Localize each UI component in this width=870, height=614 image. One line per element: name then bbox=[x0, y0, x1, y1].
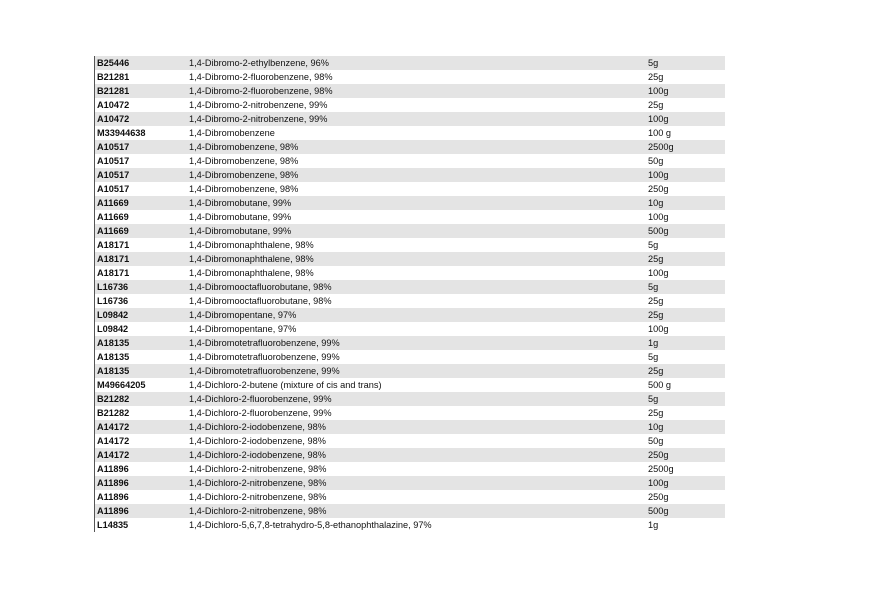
table-row bbox=[95, 182, 725, 196]
catalog-number: L09842 bbox=[97, 310, 129, 320]
product-name: 1,4-Dibromo-2-nitrobenzene, 99% bbox=[189, 114, 328, 124]
table-row bbox=[95, 462, 725, 476]
product-name: 1,4-Dibromo-2-fluorobenzene, 98% bbox=[189, 72, 333, 82]
table-row bbox=[95, 392, 725, 406]
pack-size: 100g bbox=[648, 86, 669, 96]
pack-size: 25g bbox=[648, 366, 664, 376]
pack-size: 500g bbox=[648, 506, 669, 516]
table-row bbox=[95, 140, 725, 154]
catalog-number: A14172 bbox=[97, 422, 130, 432]
product-name: 1,4-Dichloro-2-fluorobenzene, 99% bbox=[189, 408, 332, 418]
table-row bbox=[95, 266, 725, 280]
catalog-number: A10517 bbox=[97, 142, 130, 152]
table-row bbox=[95, 112, 725, 126]
catalog-number: A11896 bbox=[97, 464, 129, 474]
pack-size: 10g bbox=[648, 422, 664, 432]
table-row bbox=[95, 420, 725, 434]
product-name: 1,4-Dibromopentane, 97% bbox=[189, 324, 297, 334]
product-name: 1,4-Dibromobutane, 99% bbox=[189, 198, 292, 208]
catalog-number: B21282 bbox=[97, 408, 130, 418]
table-row bbox=[95, 406, 725, 420]
catalog-number: M49664205 bbox=[97, 380, 146, 390]
product-name: 1,4-Dibromooctafluorobutane, 98% bbox=[189, 282, 332, 292]
table-row bbox=[95, 448, 725, 462]
product-table bbox=[94, 56, 725, 532]
catalog-number: L16736 bbox=[97, 282, 129, 292]
product-name: 1,4-Dichloro-2-nitrobenzene, 98% bbox=[189, 478, 327, 488]
table-row bbox=[95, 98, 725, 112]
pack-size: 25g bbox=[648, 100, 664, 110]
catalog-number: A10517 bbox=[97, 184, 130, 194]
table-row bbox=[95, 364, 725, 378]
catalog-number: A14172 bbox=[97, 436, 130, 446]
product-name: 1,4-Dibromonaphthalene, 98% bbox=[189, 268, 314, 278]
product-name: 1,4-Dichloro-2-butene (mixture of cis and trans) bbox=[189, 380, 382, 390]
table-row bbox=[95, 476, 725, 490]
pack-size: 25g bbox=[648, 296, 664, 306]
pack-size: 25g bbox=[648, 310, 664, 320]
table-row bbox=[95, 168, 725, 182]
pack-size: 100g bbox=[648, 114, 669, 124]
catalog-number: A10472 bbox=[97, 100, 130, 110]
catalog-number: B25446 bbox=[97, 58, 130, 68]
product-name: 1,4-Dibromo-2-fluorobenzene, 98% bbox=[189, 86, 333, 96]
table-row bbox=[95, 378, 725, 392]
product-name: 1,4-Dibromotetrafluorobenzene, 99% bbox=[189, 366, 340, 376]
pack-size: 25g bbox=[648, 254, 664, 264]
table-row bbox=[95, 84, 725, 98]
table-row bbox=[95, 224, 725, 238]
pack-size: 5g bbox=[648, 58, 659, 68]
pack-size: 50g bbox=[648, 156, 664, 166]
catalog-number: B21281 bbox=[97, 72, 130, 82]
table-row bbox=[95, 210, 725, 224]
catalog-number: A18135 bbox=[97, 352, 130, 362]
table-row bbox=[95, 70, 725, 84]
product-name: 1,4-Dichloro-2-fluorobenzene, 99% bbox=[189, 394, 332, 404]
catalog-number: A11896 bbox=[97, 506, 129, 516]
pack-size: 100g bbox=[648, 170, 669, 180]
product-name: 1,4-Dibromobenzene, 98% bbox=[189, 184, 299, 194]
product-name: 1,4-Dichloro-2-nitrobenzene, 98% bbox=[189, 464, 327, 474]
pack-size: 50g bbox=[648, 436, 664, 446]
pack-size: 5g bbox=[648, 240, 659, 250]
pack-size: 500 g bbox=[648, 380, 671, 390]
table-row bbox=[95, 238, 725, 252]
catalog-number: B21282 bbox=[97, 394, 130, 404]
product-name: 1,4-Dibromotetrafluorobenzene, 99% bbox=[189, 352, 340, 362]
product-name: 1,4-Dibromotetrafluorobenzene, 99% bbox=[189, 338, 340, 348]
pack-size: 10g bbox=[648, 198, 664, 208]
catalog-number: A10517 bbox=[97, 170, 130, 180]
catalog-number: A11669 bbox=[97, 226, 129, 236]
catalog-number: A18135 bbox=[97, 338, 130, 348]
pack-size: 100 g bbox=[648, 128, 671, 138]
table-row bbox=[95, 280, 725, 294]
pack-size: 250g bbox=[648, 450, 669, 460]
product-name: 1,4-Dichloro-2-iodobenzene, 98% bbox=[189, 436, 326, 446]
table-row bbox=[95, 322, 725, 336]
pack-size: 2500g bbox=[648, 464, 674, 474]
table-row bbox=[95, 154, 725, 168]
pack-size: 250g bbox=[648, 492, 669, 502]
pack-size: 1g bbox=[648, 520, 659, 530]
pack-size: 500g bbox=[648, 226, 669, 236]
table-row bbox=[95, 336, 725, 350]
pack-size: 250g bbox=[648, 184, 669, 194]
catalog-number: A18171 bbox=[97, 254, 130, 264]
pack-size: 1g bbox=[648, 338, 659, 348]
product-name: 1,4-Dibromobenzene, 98% bbox=[189, 156, 299, 166]
product-name: 1,4-Dibromonaphthalene, 98% bbox=[189, 254, 314, 264]
pack-size: 100g bbox=[648, 324, 669, 334]
table-row bbox=[95, 350, 725, 364]
catalog-number: A11896 bbox=[97, 478, 129, 488]
product-name: 1,4-Dibromobutane, 99% bbox=[189, 226, 292, 236]
pack-size: 100g bbox=[648, 212, 669, 222]
table-row bbox=[95, 434, 725, 448]
product-name: 1,4-Dibromobutane, 99% bbox=[189, 212, 292, 222]
catalog-number: L09842 bbox=[97, 324, 129, 334]
table-row bbox=[95, 518, 725, 532]
pack-size: 25g bbox=[648, 72, 664, 82]
product-name: 1,4-Dichloro-2-iodobenzene, 98% bbox=[189, 422, 326, 432]
table-row bbox=[95, 126, 725, 140]
catalog-number: A14172 bbox=[97, 450, 130, 460]
product-name: 1,4-Dibromopentane, 97% bbox=[189, 310, 297, 320]
pack-size: 5g bbox=[648, 282, 659, 292]
product-name: 1,4-Dibromobenzene bbox=[189, 128, 275, 138]
pack-size: 5g bbox=[648, 394, 659, 404]
pack-size: 100g bbox=[648, 268, 669, 278]
catalog-number: A11896 bbox=[97, 492, 129, 502]
product-name: 1,4-Dichloro-5,6,7,8-tetrahydro-5,8-ethanophthalazine, 97% bbox=[189, 520, 432, 530]
catalog-number: L14835 bbox=[97, 520, 129, 530]
product-name: 1,4-Dichloro-2-iodobenzene, 98% bbox=[189, 450, 326, 460]
catalog-number: A10517 bbox=[97, 156, 130, 166]
table-row bbox=[95, 252, 725, 266]
table-row bbox=[95, 308, 725, 322]
table-row bbox=[95, 504, 725, 518]
catalog-number: A18135 bbox=[97, 366, 130, 376]
catalog-number: A11669 bbox=[97, 198, 129, 208]
pack-size: 100g bbox=[648, 478, 669, 488]
catalog-number: A11669 bbox=[97, 212, 129, 222]
pack-size: 2500g bbox=[648, 142, 674, 152]
catalog-number: A10472 bbox=[97, 114, 130, 124]
catalog-number: L16736 bbox=[97, 296, 129, 306]
product-name: 1,4-Dibromobenzene, 98% bbox=[189, 142, 299, 152]
catalog-number: A18171 bbox=[97, 240, 130, 250]
product-name: 1,4-Dibromo-2-ethylbenzene, 96% bbox=[189, 58, 329, 68]
table-row bbox=[95, 56, 725, 70]
product-name: 1,4-Dibromonaphthalene, 98% bbox=[189, 240, 314, 250]
table-row bbox=[95, 490, 725, 504]
catalog-number: B21281 bbox=[97, 86, 130, 96]
pack-size: 25g bbox=[648, 408, 664, 418]
catalog-number: A18171 bbox=[97, 268, 130, 278]
table-row bbox=[95, 294, 725, 308]
product-name: 1,4-Dichloro-2-nitrobenzene, 98% bbox=[189, 506, 327, 516]
pack-size: 5g bbox=[648, 352, 659, 362]
catalog-number: M33944638 bbox=[97, 128, 146, 138]
product-name: 1,4-Dibromo-2-nitrobenzene, 99% bbox=[189, 100, 328, 110]
product-name: 1,4-Dichloro-2-nitrobenzene, 98% bbox=[189, 492, 327, 502]
product-name: 1,4-Dibromobenzene, 98% bbox=[189, 170, 299, 180]
product-name: 1,4-Dibromooctafluorobutane, 98% bbox=[189, 296, 332, 306]
table-row bbox=[95, 196, 725, 210]
